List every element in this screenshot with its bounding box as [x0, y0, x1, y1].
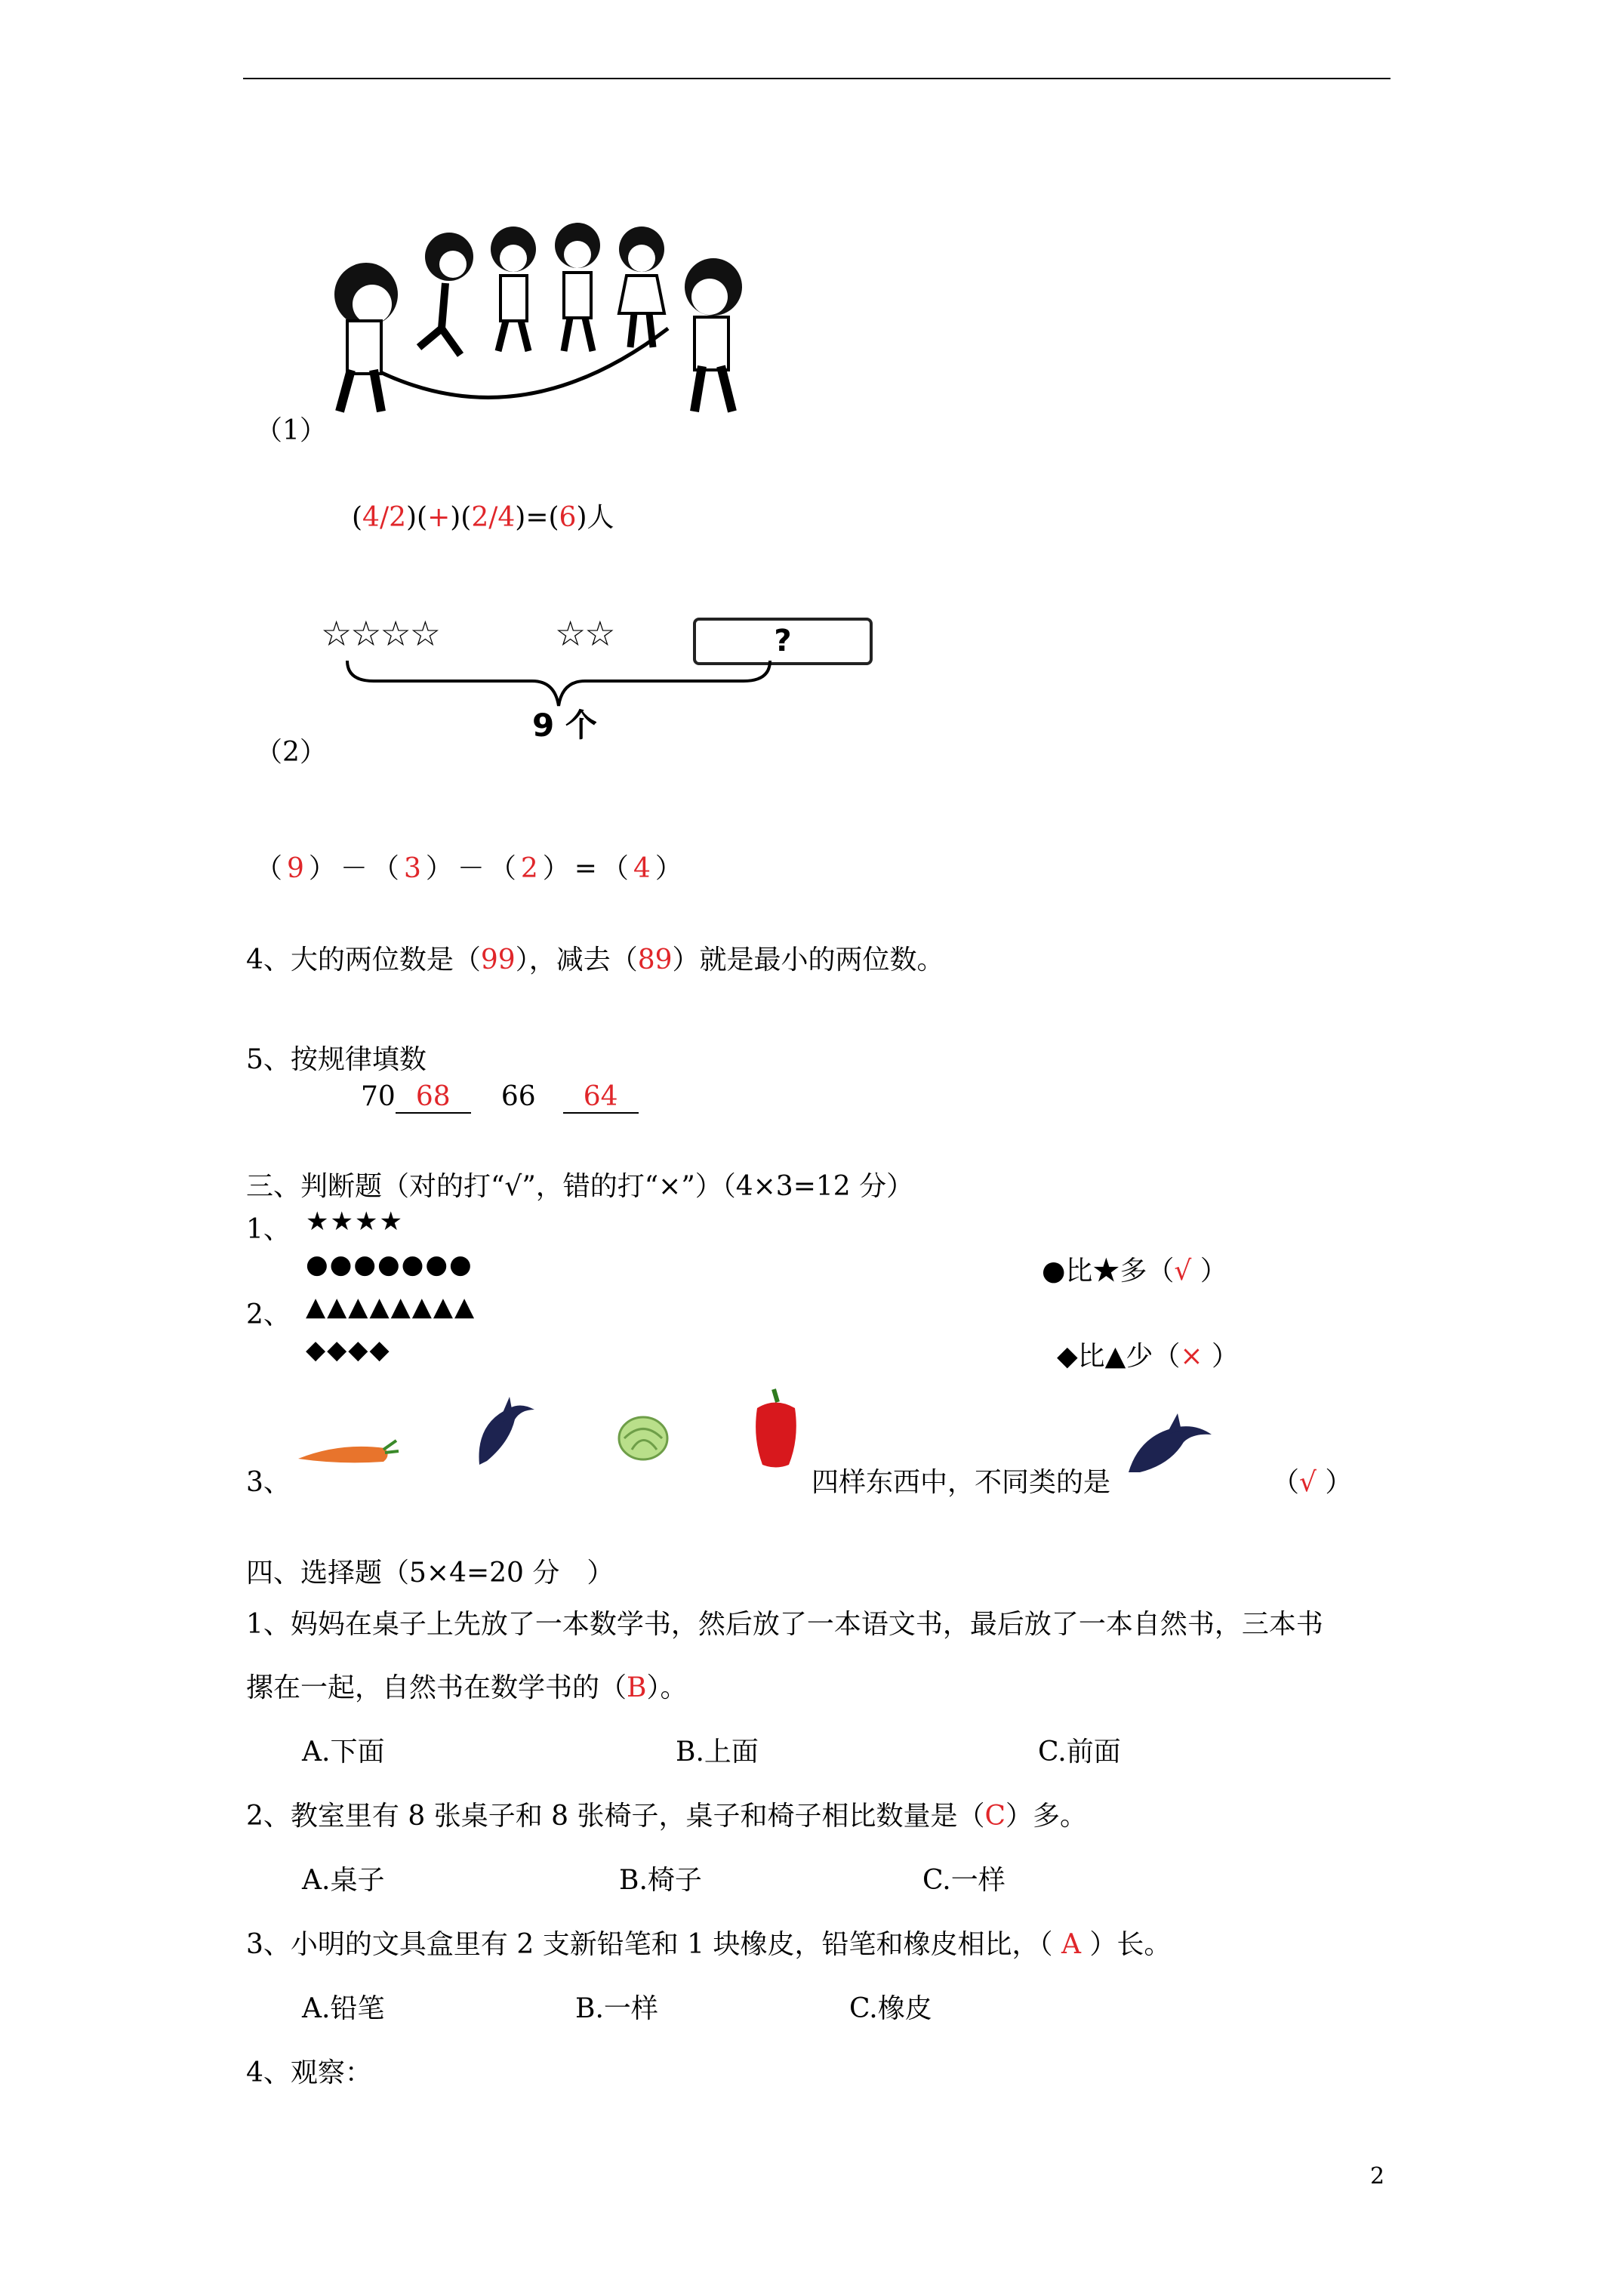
s4-q1-option-c: C.前面 [1038, 1737, 1121, 1767]
s4-q3-post: ）长。 [1080, 1929, 1172, 1960]
child-figure-right [685, 258, 742, 411]
s4-q3-line [246, 1923, 1171, 1962]
s4-q1-option-b: B.上面 [676, 1737, 759, 1767]
s4-q2-post: ）多。 [1006, 1801, 1088, 1832]
s3-item1-stmt: ●比★多（ [1042, 1256, 1175, 1287]
s4-q1-line2 [246, 1666, 688, 1705]
s4-q1-answer: B [627, 1672, 647, 1703]
s3-item2-diamonds: ◆◆◆◆ [306, 1335, 391, 1365]
jump-rope-illustration [321, 215, 766, 442]
page-number: 2 [1370, 2163, 1385, 2190]
q2-paren-close: ） [654, 853, 687, 884]
q2-minus-1: ）－（ [308, 853, 404, 884]
s3-item2-close: ） [1212, 1341, 1240, 1372]
q4-answer-a: 99 [480, 945, 516, 975]
s3-item1-close: ） [1200, 1256, 1227, 1287]
q2-equals: ）=（ [542, 853, 633, 884]
s3-item1-num: 1、 [246, 1214, 291, 1245]
s4-q3-option-c: C.橡皮 [849, 1993, 932, 2024]
s4-q3-answer: A [1061, 1929, 1081, 1960]
s3-item2-triangles: ▲▲▲▲▲▲▲▲ [306, 1292, 476, 1322]
header-rule [243, 78, 1390, 79]
s3-item2-num: 2、 [246, 1299, 291, 1330]
s4-q2-option-c: C.一样 [922, 1865, 1006, 1896]
q1-answer-op: + [427, 502, 451, 533]
q4-post: ）就是最小的两位数。 [672, 945, 944, 975]
s3-item1-circles: ●●●●●●● [306, 1250, 473, 1280]
q1-answer-a: 4/2 [362, 502, 406, 533]
q2-paren-open: （ [255, 853, 288, 884]
q2-answer-d: 4 [633, 853, 655, 884]
s3-item2-answer: × [1180, 1341, 1203, 1372]
q4-pre: 4、大的两位数是（ [246, 945, 481, 975]
red-pepper-image [751, 1385, 800, 1472]
dolphin-image [468, 1393, 540, 1469]
q2-equation [255, 847, 687, 886]
s3-item1-stars: ★★★★ [306, 1207, 404, 1237]
s3-item2-statement [1057, 1335, 1239, 1373]
q4-line [246, 938, 944, 977]
child-figure-left [334, 263, 398, 411]
q2-brace-label: 9 个 [532, 707, 597, 744]
s4-q1-line2-pre: 摞在一起，自然书在数学书的（ [246, 1672, 627, 1703]
q5-n2: 66 [500, 1081, 536, 1112]
q1-equation [352, 496, 614, 535]
cabbage-image [613, 1408, 673, 1465]
q1-close-result: ) [576, 502, 587, 533]
q2-question-box: ? [693, 618, 873, 665]
q1-open-b: ( [460, 502, 472, 533]
s3-item3-answer: √ [1299, 1467, 1317, 1498]
q4-answer-b: 89 [637, 945, 673, 975]
q1-unit: 人 [587, 502, 614, 533]
s3-item3-open: （ [1272, 1467, 1300, 1498]
s3-item3-close: ） [1325, 1467, 1353, 1498]
child-figures-jumping [419, 223, 664, 355]
q4-mid: ），减去（ [515, 945, 638, 975]
s4-q2-answer: C [984, 1801, 1006, 1832]
s4-q1-option-a: A.下面 [302, 1737, 385, 1767]
dolphin-answer-image [1125, 1412, 1215, 1476]
q1-open-op: ( [417, 502, 428, 533]
s4-q3-option-b: B.一样 [575, 1993, 658, 2024]
s4-q3-option-a: A.铅笔 [302, 1993, 385, 2024]
q2-stars-mid: ☆☆ [555, 613, 614, 654]
q2-minus-2: ）－（ [425, 853, 521, 884]
s3-item1-statement [1042, 1250, 1227, 1288]
q1-answer-b: 2/4 [471, 502, 516, 533]
s3-item1-answer: √ [1174, 1256, 1192, 1287]
s4-q2-line [246, 1795, 1087, 1833]
q5-sequence [361, 1081, 639, 1114]
s4-q1-line2-post: ）。 [646, 1672, 688, 1703]
s4-q2-option-b: B.椅子 [619, 1865, 702, 1896]
q2-answer-a: 9 [287, 853, 309, 884]
s4-q2-pre: 2、教室里有 8 张桌子和 8 张椅子，桌子和椅子相比数量是（ [246, 1801, 985, 1832]
q1-answer-result: 6 [559, 502, 577, 533]
q2-answer-b: 3 [403, 853, 426, 884]
q1-close-b: ) [515, 502, 526, 533]
q5-n1: 70 [361, 1081, 396, 1112]
q5-answer-a: 68 [396, 1082, 471, 1114]
carrot-image [294, 1435, 400, 1472]
s4-q2-option-a: A.桌子 [302, 1865, 385, 1896]
s3-item3-text: 四样东西中，不同类的是 [812, 1467, 1111, 1498]
q5-title: 5、按规律填数 [246, 1044, 427, 1075]
s3-item3-num: 3、 [246, 1467, 291, 1498]
q2-answer-c: 2 [520, 853, 543, 884]
q5-answer-b: 64 [563, 1082, 639, 1114]
s3-item3-judgement [1272, 1461, 1352, 1499]
s4-q4-text: 4、观察： [246, 2057, 372, 2088]
q1-close-op: ) [450, 502, 461, 533]
s4-q3-pre: 3、小明的文具盒里有 2 支新铅笔和 1 块橡皮，铅笔和橡皮相比，（ [246, 1929, 1061, 1960]
q2-stars-left: ☆☆☆☆ [321, 613, 439, 654]
s3-item2-stmt: ◆比▲少（ [1057, 1341, 1181, 1372]
s4-q1-line1: 1、妈妈在桌子上先放了一本数学书，然后放了一本语文书，最后放了一本自然书，三本书 [246, 1609, 1323, 1640]
q1-open-a: ( [352, 502, 363, 533]
q2-label: （2） [255, 737, 327, 768]
q1-equals: =( [525, 502, 559, 533]
q1-label: （1） [255, 415, 327, 446]
q1-close-a: ) [405, 502, 417, 533]
section4-title: 四、选择题（5×4=20 分 ） [246, 1558, 614, 1589]
section3-title: 三、判断题（对的打“√”，错的打“×”）（4×3=12 分） [246, 1171, 914, 1202]
